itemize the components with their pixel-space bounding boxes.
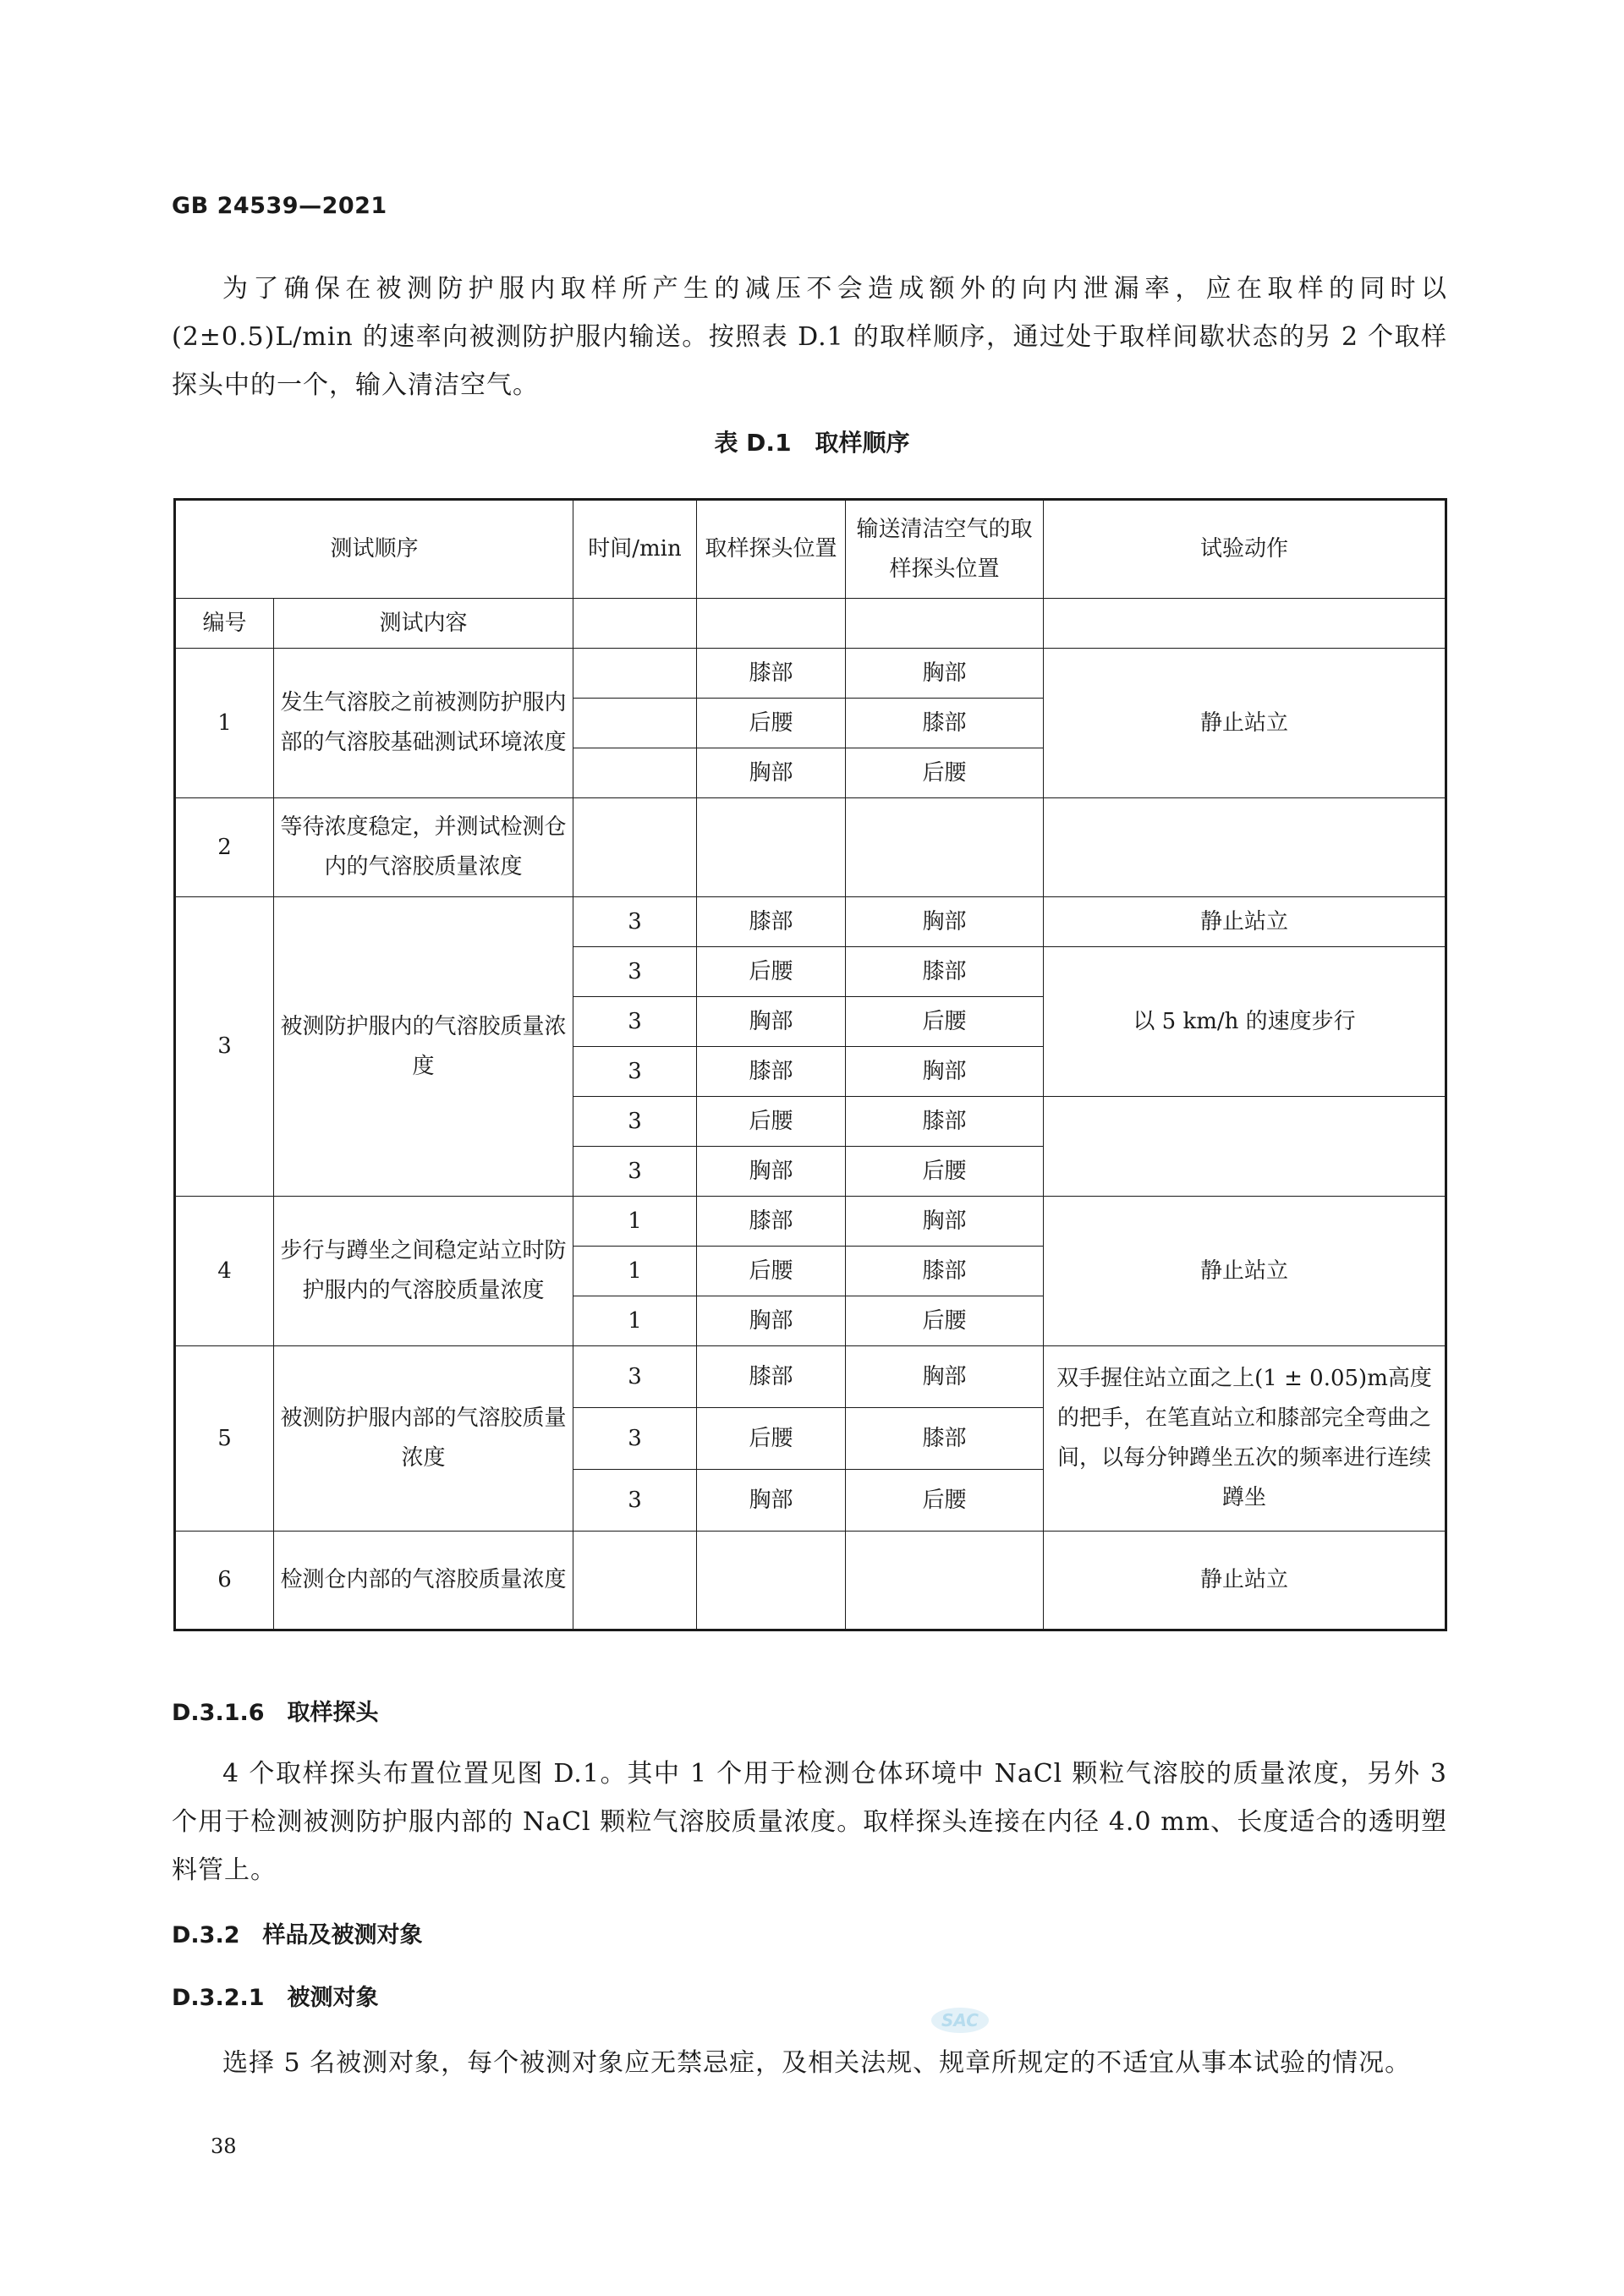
action-cell: 双手握住站立面之上(1 ± 0.05)m高度的把手，在笔直站立和膝部完全弯曲之间，以每分钟蹲坐五次的频率进行连续蹲坐 bbox=[1044, 1346, 1446, 1532]
probe-cell bbox=[697, 1532, 846, 1630]
probe-cell: 膝部 bbox=[697, 897, 846, 947]
clean-air-cell: 后腰 bbox=[846, 748, 1044, 798]
clean-air-cell: 膝部 bbox=[846, 947, 1044, 997]
header-test-action: 试验动作 bbox=[1044, 500, 1446, 599]
header-blank-cell bbox=[573, 599, 697, 649]
row-test-content: 被测防护服内部的气溶胶质量浓度 bbox=[274, 1346, 573, 1532]
sampling-sequence-table bbox=[173, 498, 1447, 1631]
action-cell: 静止站立 bbox=[1044, 897, 1446, 947]
clean-air-cell: 胸部 bbox=[846, 649, 1044, 699]
time-cell: 1 bbox=[573, 1296, 697, 1346]
header-number: 编号 bbox=[175, 599, 274, 649]
table-title: 表 D.1 取样顺序 bbox=[714, 429, 910, 457]
time-cell bbox=[573, 699, 697, 748]
action-cell: 静止站立 bbox=[1044, 649, 1446, 798]
row-number: 5 bbox=[175, 1346, 274, 1532]
action-cell bbox=[1044, 1097, 1446, 1197]
row-test-content: 等待浓度稳定，并测试检测仓内的气溶胶质量浓度 bbox=[274, 798, 573, 897]
probe-cell: 胸部 bbox=[697, 748, 846, 798]
clean-air-cell bbox=[846, 1532, 1044, 1630]
time-cell bbox=[573, 649, 697, 699]
probe-cell: 胸部 bbox=[697, 997, 846, 1047]
clean-air-cell: 胸部 bbox=[846, 1197, 1044, 1247]
probe-cell: 后腰 bbox=[697, 699, 846, 748]
section-heading-d321: D.3.2.1 被测对象 bbox=[172, 1985, 379, 2011]
section-d321-paragraph: 选择 5 名被测对象，每个被测对象应无禁忌症，及相关法规、规章所规定的不适宜从事本试验的情况。 bbox=[222, 2048, 1412, 2078]
time-cell bbox=[573, 798, 697, 897]
row-number: 4 bbox=[175, 1197, 274, 1346]
probe-cell: 胸部 bbox=[697, 1147, 846, 1197]
time-cell: 3 bbox=[573, 897, 697, 947]
sac-watermark-logo bbox=[926, 2003, 994, 2037]
clean-air-cell: 膝部 bbox=[846, 699, 1044, 748]
page-number: 38 bbox=[211, 2134, 237, 2158]
time-cell: 3 bbox=[573, 1097, 697, 1147]
probe-cell: 膝部 bbox=[697, 1197, 846, 1247]
time-cell bbox=[573, 748, 697, 798]
clean-air-cell bbox=[846, 798, 1044, 897]
header-blank-cell bbox=[697, 599, 846, 649]
row-test-content: 检测仓内部的气溶胶质量浓度 bbox=[274, 1532, 573, 1630]
watermark-text: SAC bbox=[941, 2010, 979, 2030]
time-cell: 1 bbox=[573, 1247, 697, 1296]
section-heading-d316: D.3.1.6 取样探头 bbox=[172, 1700, 379, 1726]
header-test-content: 测试内容 bbox=[274, 599, 573, 649]
time-cell: 3 bbox=[573, 947, 697, 997]
intro-paragraph: 为了确保在被测防护服内取样所产生的减压不会造成额外的向内泄漏率，应在取样的同时以(2±0.5)L/min 的速率向被测防护服内输送。按照表 D.1 的取样顺序，通过处于取样间歇状态的另 2 个取样探头中的一个，输入清洁空气。 bbox=[172, 274, 1447, 400]
header-blank-cell bbox=[1044, 599, 1446, 649]
action-cell: 静止站立 bbox=[1044, 1532, 1446, 1630]
probe-cell bbox=[697, 798, 846, 897]
probe-cell: 胸部 bbox=[697, 1470, 846, 1532]
header-probe-position: 取样探头位置 bbox=[697, 500, 846, 599]
header-clean-air-probe: 输送清洁空气的取样探头位置 bbox=[846, 500, 1044, 599]
action-cell: 静止站立 bbox=[1044, 1197, 1446, 1346]
clean-air-cell: 胸部 bbox=[846, 897, 1044, 947]
probe-cell: 后腰 bbox=[697, 1097, 846, 1147]
row-test-content: 步行与蹲坐之间稳定站立时防护服内的气溶胶质量浓度 bbox=[274, 1197, 573, 1346]
time-cell: 3 bbox=[573, 1047, 697, 1097]
probe-cell: 后腰 bbox=[697, 947, 846, 997]
header-time: 时间/min bbox=[573, 500, 697, 599]
header-test-sequence: 测试顺序 bbox=[175, 500, 573, 599]
time-cell: 3 bbox=[573, 1346, 697, 1408]
standard-number: GB 24539—2021 bbox=[172, 193, 387, 219]
clean-air-cell: 胸部 bbox=[846, 1047, 1044, 1097]
row-number: 6 bbox=[175, 1532, 274, 1630]
clean-air-cell: 后腰 bbox=[846, 1147, 1044, 1197]
clean-air-cell: 后腰 bbox=[846, 1470, 1044, 1532]
probe-cell: 膝部 bbox=[697, 1346, 846, 1408]
clean-air-cell: 后腰 bbox=[846, 997, 1044, 1047]
time-cell bbox=[573, 1532, 697, 1630]
row-test-content: 被测防护服内的气溶胶质量浓度 bbox=[274, 897, 573, 1197]
time-cell: 3 bbox=[573, 1408, 697, 1470]
row-test-content: 发生气溶胶之前被测防护服内部的气溶胶基础测试环境浓度 bbox=[274, 649, 573, 798]
row-number: 2 bbox=[175, 798, 274, 897]
clean-air-cell: 胸部 bbox=[846, 1346, 1044, 1408]
clean-air-cell: 膝部 bbox=[846, 1247, 1044, 1296]
clean-air-cell: 膝部 bbox=[846, 1097, 1044, 1147]
probe-cell: 后腰 bbox=[697, 1408, 846, 1470]
section-heading-d32: D.3.2 样品及被测对象 bbox=[172, 1922, 423, 1948]
probe-cell: 后腰 bbox=[697, 1247, 846, 1296]
time-cell: 1 bbox=[573, 1197, 697, 1247]
row-number: 1 bbox=[175, 649, 274, 798]
probe-cell: 胸部 bbox=[697, 1296, 846, 1346]
action-cell bbox=[1044, 798, 1446, 897]
time-cell: 3 bbox=[573, 1470, 697, 1532]
time-cell: 3 bbox=[573, 1147, 697, 1197]
probe-cell: 膝部 bbox=[697, 649, 846, 699]
time-cell: 3 bbox=[573, 997, 697, 1047]
header-blank-cell bbox=[846, 599, 1044, 649]
clean-air-cell: 膝部 bbox=[846, 1408, 1044, 1470]
row-number: 3 bbox=[175, 897, 274, 1197]
action-cell: 以 5 km/h 的速度步行 bbox=[1044, 947, 1446, 1097]
section-d316-paragraph: 4 个取样探头布置位置见图 D.1。其中 1 个用于检测仓体环境中 NaCl 颗粒气溶胶的质量浓度，另外 3 个用于检测被测防护服内部的 NaCl 颗粒气溶胶质量浓度。取样探头连接在内径 4.0 mm、长度适合的透明塑料管上。 bbox=[172, 1759, 1447, 1885]
clean-air-cell: 后腰 bbox=[846, 1296, 1044, 1346]
probe-cell: 膝部 bbox=[697, 1047, 846, 1097]
